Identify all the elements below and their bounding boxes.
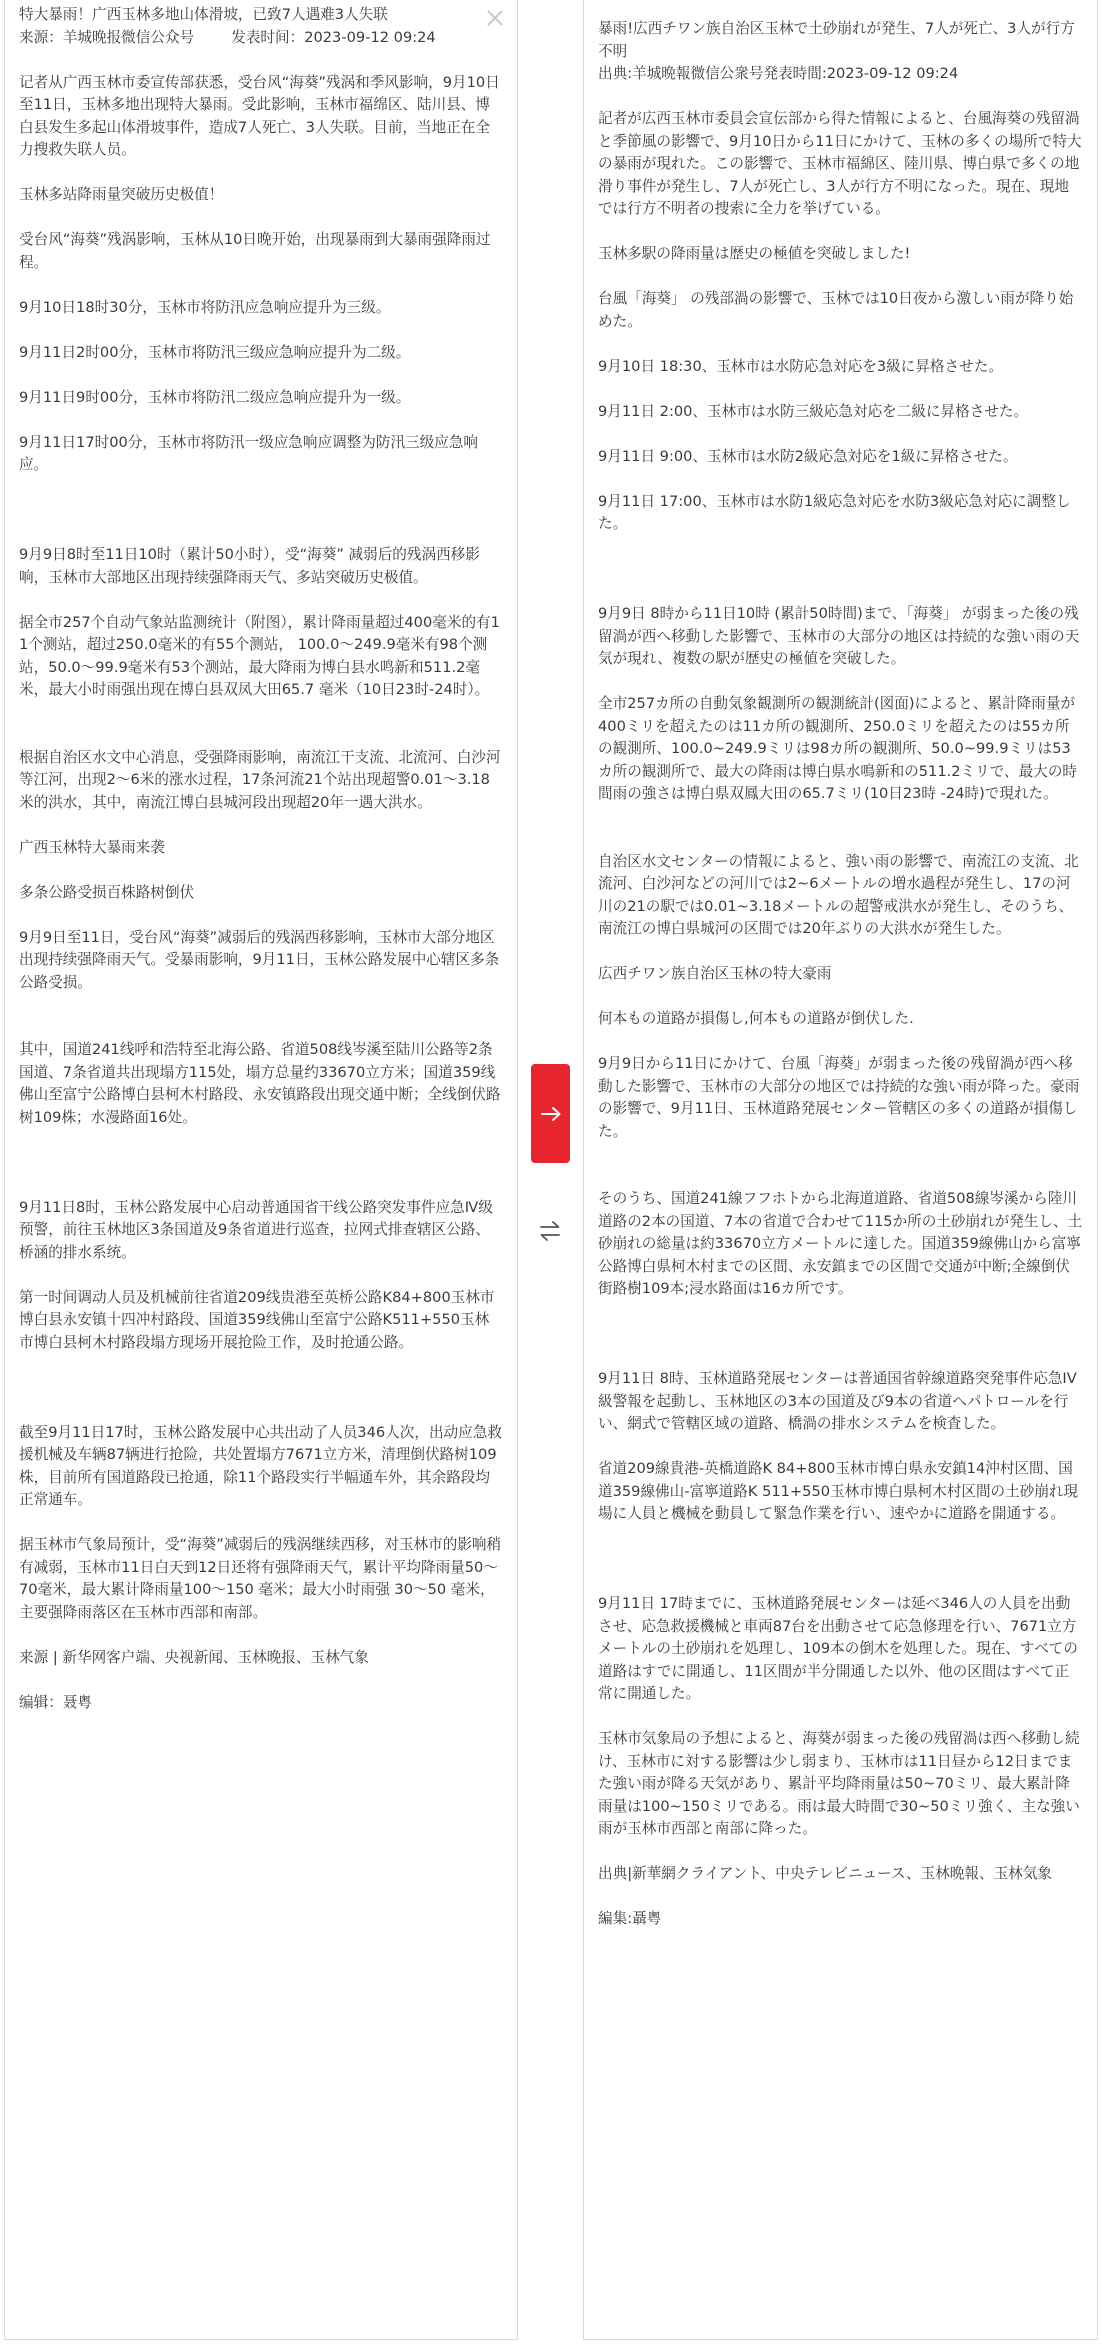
arrow-right-icon bbox=[540, 1106, 562, 1122]
source-text-input[interactable]: 特大暴雨！广西玉林多地山体滑坡，已致7人遇难3人失联 来源：羊城晚报微信公众号 发表时间：2023-09-12 09:24 记者从广西玉林市委宣传部获悉，受台风“海葵”残涡和季风影响，9月10日至11日，玉林多地出现特大暴雨。受此影响，玉林市福绵区、陆川县、博白县发生多起山体滑坡事件，造成7人死亡、3人失联。目前，当地正在全力搜救失联人员。 玉林多站降雨量突破历史极值！ 受台风“海葵”残涡影响，玉林从10日晚开始，出现暴雨到大暴雨强降雨过程。 9月10日18时30分，玉林市将防汛应急响应提升为三级。 9月11日2时00分，玉林市将防汛三级应急响应提升为二级。 9月11日9时00分，玉林市将防汛二级应急响应提升为一级。 9月11日17时00分，玉林市将防汛一级应急响应调整为防汛三级应急响应。 9月9日8时至11日10时（累计50小时），受“海葵” 减弱后的残涡西移影响，玉林市大部地区出现持续强降雨天气、多站突破历史极值。 据全市257个自动气象站监测统计（附图），累计降雨量超过400毫米的有11个测站，超过250.0毫米的有55个测站， 100.0～249.9毫米有98个测站，50.0～99.9毫米有53个测站，最大降雨为博白县水鸣新和511.2毫米，最大小时雨强出现在博白县双凤大田65.7 毫米（10日23时-24时）。 根据自治区水文中心消息，受强降雨影响，南流江干支流、北流河、白沙河等江河，出现2～6米的涨水过程，17条河流21个站出现超警0.01～3.18米的洪水，其中，南流江博白县城河段出现超20年一遇大洪水。 广西玉林特大暴雨来袭 多条公路受损百株路树倒伏 9月9日至11日，受台风“海葵”减弱后的残涡西移影响，玉林市大部分地区出现持续强降雨天气。受暴雨影响，9月11日，玉林公路发展中心辖区多条公路受损。 其中，国道241线呼和浩特至北海公路、省道508线岑溪至陆川公路等2条国道、7条省道共出现塌方115处，塌方总量约33670立方米；国道359线佛山至富宁公路博白县柯木村路段、永安镇路段出现交通中断；全线倒伏路树109株；水漫路面16处。 9月11日8时，玉林公路发展中心启动普通国省干线公路突发事件应急Ⅳ级预警，前往玉林地区3条国道及9条省道进行巡查，拉网式排查辖区公路、桥涵的排水系统。 第一时间调动人员及机械前往省道209线贵港至英桥公路K84+800玉林市博白县永安镇十四冲村路段、国道359线佛山至富宁公路K511+550玉林市博白县柯木村路段塌方现场开展抢险工作，及时抢通公路。 截至9月11日17时，玉林公路发展中心共出动了人员346人次，出动应急救援机械及车辆87辆进行抢险，共处置塌方7671立方米，清理倒伏路树109株，目前所有国道路段已抢通，除11个路段实行半幅通车外，其余路段均正常通车。 据玉林市气象局预计，受“海葵”减弱后的残涡继续西移，对玉林市的影响稍有减弱，玉林市11日白天到12日还将有强降雨天气，累计平均降雨量50～70毫米，最大累计降雨量100～150 毫米；最大小时雨强 30～50 毫米，主要强降雨落区在玉林市西部和南部。 来源 | 新华网客户端、央视新闻、玉林晚报、玉林气象 编辑：聂粤 bbox=[19, 6, 502, 1711]
translated-text-output: 暴雨!広西チワン族自治区玉林で土砂崩れが発生、7人が死亡、3人が行方不明 出典:羊城晩報微信公衆号発表時間:2023-09-12 09:24 記者が広西玉林市委員会宣伝部から得た情報によると、台風海葵の残留渦と季節風の影響で、9月10日から11日にかけて、玉林の多くの場所で特大の暴雨が現れた。この影響で、玉林市福綿区、陸川県、博白県で多くの地滑り事件が発生し、7人が死亡し、3人が行方不明になった。現在、現地では行方不明者の捜索に全力を挙げている。 玉林多駅の降雨量は歴史の極値を突破しました! 台風「海葵」 の残部渦の影響で、玉林では10日夜から激しい雨が降り始めた。 9月10日 18:30、玉林市は水防応急対応を3級に昇格させた。 9月11日 2:00、玉林市は水防三級応急対応を二級に昇格させた。 9月11日 9:00、玉林市は水防2級応急対応を1級に昇格させた。 9月11日 17:00、玉林市は水防1級応急対応を水防3級応急対応に調整した。 9月9日 8時から11日10時 (累計50時間)まで、「海葵」 が弱まった後の残留渦が西へ移動した影響で、玉林市の大部分の地区は持続的な強い雨の天気が現れ、複数の駅が歴史の極値を突破した。 全市257カ所の自動気象観測所の観測統計(図面)によると、累計降雨量が400ミリを超えたのは11カ所の観測所、250.0ミリを超えたのは55カ所の観測所、100.0~249.9ミリは98カ所の観測所、50.0~99.9ミリは53カ所の観測所で、最大の降雨は博白県水鳴新和の511.2ミリで、最大の時間雨の強さは博白県双鳳大田の65.7ミリ(10日23時 -24時)で現れた。 自治区水文センターの情報によると、強い雨の影響で、南流江の支流、北流河、白沙河などの河川では2~6メートルの増水過程が発生し、17の河川の21の駅では0.01~3.18メートルの超警戒洪水が発生し、そのうち、南流江の博白県城河の区間では20年ぶりの大洪水が発生した。 広西チワン族自治区玉林の特大豪雨 何本もの道路が損傷し,何本もの道路が倒伏した. 9月9日から11日にかけて、台風「海葵」が弱まった後の残留渦が西へ移動した影響で、玉林市の大部分の地区では持続的な強い雨が降った。豪雨の影響で、9月11日、玉林道路発展センター管轄区の多くの道路が損傷した。 そのうち、国道241線フフホトから北海道道路、省道508線岑溪から陸川道路の2本の国道、7本の省道で合わせて115か所の土砂崩れが発生し、土砂崩れの総量は約33670立方メートルに達した。国道359線佛山から富寧公路博白県柯木村までの区間、永安鎮までの区間で交通が中断;全線倒伏街路樹109本;浸水路面は16カ所です。 9月11日 8時、玉林道路発展センターは普通国省幹線道路突発事件応急IV級警報を起動し、玉林地区の3本の国道及び9本の省道へパトロールを行い、網式で管轄区域の道路、橋渦の排水システムを検査した。 省道209線貴港-英橋道路K 84+800玉林市博白県永安鎮14沖村区間、国道359線佛山-富寧道路K 511+550玉林市博白県柯木村区間の土砂崩れ現場に人員と機械を動員して緊急作業を行い、速やかに道路を開通する。 9月11日 17時までに、玉林道路発展センターは延べ346人の人員を出動させ、応急救援機械と車両87台を出動させて応急修理を行い、7671立方メートルの土砂崩れを処理し、109本の倒木を処理した。現在、すべての道路はすでに開通し、11区間が半分開通した以外、他の区間はすべて正常に開通した。 玉林市気象局の予想によると、海葵が弱まった後の残留渦は西へ移動し続け、玉林市に対する影響は少し弱まり、玉林市は11日昼から12日までまた強い雨が降る天気があり、累計平均降雨量は50~70ミリ、最大累計降雨量は100~150ミリである。雨は最大時間で30~50ミリ強く、主な強い雨が玉林市西部と南部に降った。 出典|新華網クライアント、中央テレビニュース、玉林晩報、玉林気象 編集:聶粤 bbox=[598, 20, 1083, 1927]
close-icon[interactable] bbox=[487, 10, 503, 26]
swap-icon bbox=[538, 1220, 562, 1242]
swap-languages-button[interactable] bbox=[537, 1218, 563, 1244]
translate-button[interactable] bbox=[531, 1064, 570, 1163]
source-panel bbox=[4, 0, 518, 2340]
target-panel bbox=[583, 0, 1098, 2340]
